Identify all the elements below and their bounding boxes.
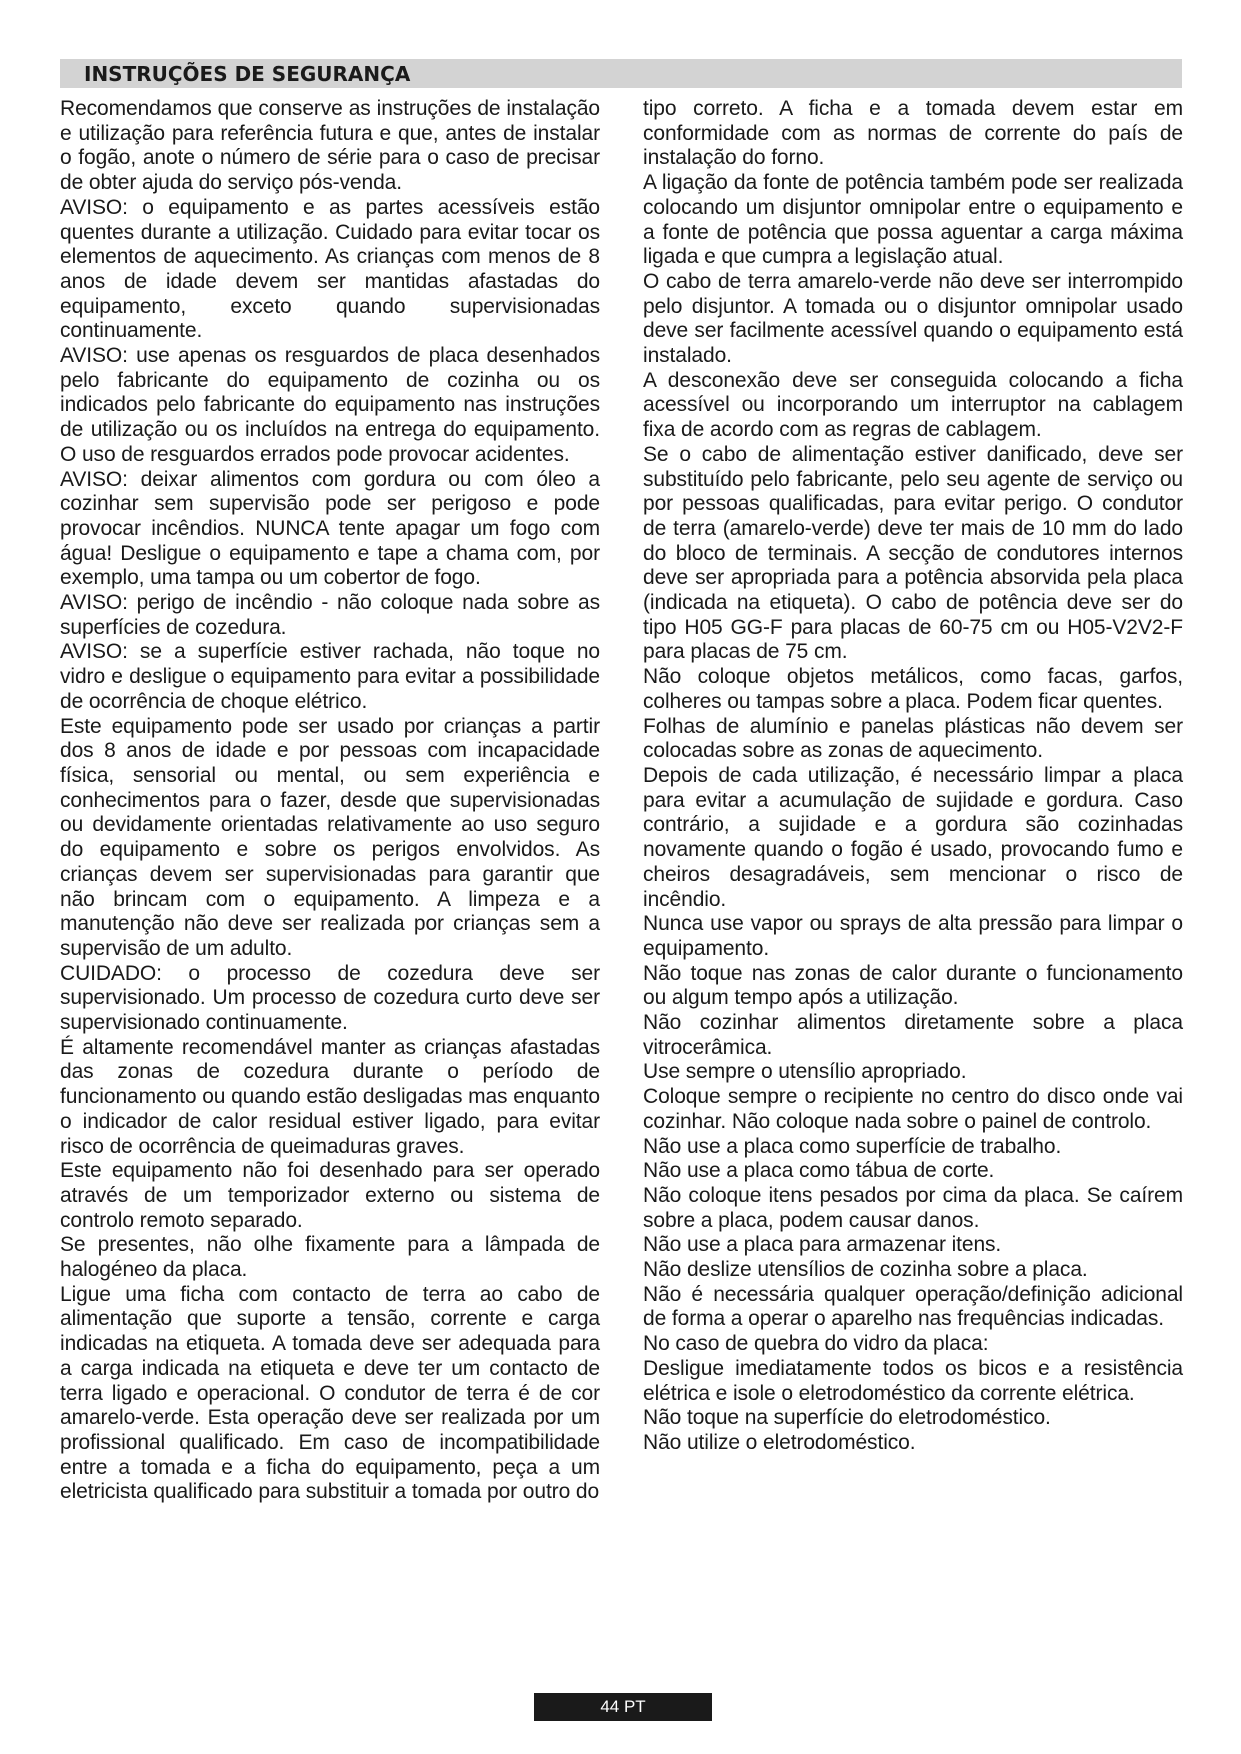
paragraph: Desligue imediatamente todos os bicos e a resistência elétrica e isole o eletrodoméstico da corrente elétrica. (643, 1356, 1183, 1405)
paragraph: AVISO: use apenas os resguardos de placa desenhados pelo fabricante do equipamento de cozinha ou os indicados pelo fabricante do equipamento nas instruções de utilização ou os incluídos na entrega do equipamento. O uso de resguardos errados pode provocar acidentes. (60, 344, 600, 466)
paragraph: Ligue uma ficha com contacto de terra ao cabo de alimentação que suporte a tensão, corrente e carga indicadas na etiqueta. A tomada deve ser adequada para a carga indicada na etiqueta e deve ter um contacto de terra ligado e operacional. O condutor de terra é de cor amarelo-verde. Esta operação deve ser realizada por um profissional qualificado. Em caso de incompatibilidade entre a tomada e a ficha do equipamento, peça a um eletricista qualificado para substituir a tomada por outro do (60, 1282, 600, 1504)
paragraph: AVISO: o equipamento e as partes acessíveis estão quentes durante a utilização. Cuidado para evitar tocar os elementos de aquecimento. As crianças com menos de 8 anos de idade devem ser mantidas afastadas do equipamento, exceto quando supervisionadas continuamente. (60, 195, 600, 343)
paragraph: Não coloque objetos metálicos, como facas, garfos, colheres ou tampas sobre a placa. Podem ficar quentes. (643, 665, 1183, 713)
paragraph: Este equipamento pode ser usado por crianças a partir dos 8 anos de idade e por pessoas com incapacidade física, sensorial ou mental, ou sem experiência e conhecimentos para o fazer, desde que supervisionadas ou devidamente orientadas relativamente ao uso seguro do equipamento e sobre os perigos envolvidos. As crianças devem ser supervisionadas para garantir que não brincam com o equipamento. A limpeza e a manutenção não deve ser realizada por crianças sem a supervisão de um adulto. (60, 714, 600, 960)
paragraph: Não cozinhar alimentos diretamente sobre a placa vitrocerâmica. (643, 1011, 1183, 1059)
paragraph: Este equipamento não foi desenhado para ser operado através de um temporizador externo ou sistema de controlo remoto separado. (60, 1159, 600, 1232)
paragraph: É altamente recomendável manter as crianças afastadas das zonas de cozedura durante o período de funcionamento ou quando estão desligadas mas enquanto o indicador de calor residual estiver ligado, para evitar risco de ocorrência de queimaduras graves. (60, 1035, 600, 1158)
paragraph: No caso de quebra do vidro da placa: (643, 1332, 989, 1356)
paragraph: CUIDADO: o processo de cozedura deve ser supervisionado. Um processo de cozedura curto deve ser supervisionado continuamente. (60, 961, 600, 1035)
paragraph: Use sempre o utensílio apropriado. (643, 1060, 967, 1084)
paragraph: Coloque sempre o recipiente no centro do disco onde vai cozinhar. Não coloque nada sobre o painel de controlo. (643, 1085, 1183, 1133)
section-title: INSTRUÇÕES DE SEGURANÇA (84, 62, 411, 86)
paragraph: Recomendamos que conserve as instruções de instalação e utilização para referência futura e que, antes de instalar o fogão, anote o número de série para o caso de precisar de obter ajuda do serviço pós-venda. (60, 97, 600, 195)
paragraph: Não toque nas zonas de calor durante o funcionamento ou algum tempo após a utilização. (643, 961, 1183, 1010)
paragraph: Não coloque itens pesados por cima da placa. Se caírem sobre a placa, podem causar danos. (643, 1183, 1183, 1232)
paragraph: AVISO: se a superfície estiver rachada, não toque no vidro e desligue o equipamento para evitar a possibilidade de ocorrência de choque elétrico. (60, 640, 600, 713)
paragraph: AVISO: deixar alimentos com gordura ou com óleo a cozinhar sem supervisão pode ser perigoso e pode provocar incêndios. NUNCA tente apagar um fogo com água! Desligue o equipamento e tape a chama com, por exemplo, uma tampa ou um cobertor de fogo. (60, 467, 600, 590)
section-header-bar (60, 59, 1182, 88)
paragraph: Não use a placa como tábua de corte. (643, 1159, 995, 1183)
paragraph: A ligação da fonte de potência também pode ser realizada colocando um disjuntor omnipolar entre o equipamento e a fonte de potência que possa aguentar a carga máxima ligada e que cumpra a legislação atual. (643, 171, 1183, 269)
paragraph: Não toque na superfície do eletrodoméstico. (643, 1406, 1051, 1430)
page-number: 44 PT (534, 1693, 712, 1721)
paragraph: O cabo de terra amarelo-verde não deve ser interrompido pelo disjuntor. A tomada ou o disjuntor omnipolar usado deve ser facilmente acessível quando o equipamento está instalado. (643, 269, 1183, 368)
paragraph: Não use a placa para armazenar itens. (643, 1233, 1002, 1257)
paragraph: A desconexão deve ser conseguida colocando a ficha acessível ou incorporando um interruptor na cablagem fixa de acordo com as regras de cablagem. (643, 368, 1183, 442)
paragraph: Nunca use vapor ou sprays de alta pressão para limpar o equipamento. (643, 912, 1183, 960)
right-column (643, 97, 1183, 1456)
paragraph: Depois de cada utilização, é necessário limpar a placa para evitar a acumulação de sujidade e gordura. Caso contrário, a sujidade e a gordura são cozinhadas novamente quando o fogão é usado, provocando fumo e cheiros desagradáveis, sem mencionar o risco de incêndio. (643, 763, 1183, 911)
paragraph: Se o cabo de alimentação estiver danificado, deve ser substituído pelo fabricante, pelo seu agente de serviço ou por pessoas qualificadas, para evitar perigo. O condutor de terra (amarelo-verde) deve ter mais de 10 mm do lado do bloco de terminais. A secção de condutores internos deve ser apropriada para a potência absorvida pela placa (indicada na etiqueta). O cabo de potência deve ser do tipo H05 GG-F para placas de 60-75 cm ou H05-V2V2-F para placas de 75 cm. (643, 442, 1183, 664)
paragraph: Não use a placa como superfície de trabalho. (643, 1134, 1062, 1158)
paragraph: Se presentes, não olhe fixamente para a lâmpada de halogéneo da placa. (60, 1233, 600, 1282)
paragraph: Folhas de alumínio e panelas plásticas não devem ser colocadas sobre as zonas de aquecimento. (643, 714, 1183, 763)
paragraph: tipo correto. A ficha e a tomada devem estar em conformidade com as normas de corrente do país de instalação do forno. (643, 97, 1183, 170)
paragraph: Não deslize utensílios de cozinha sobre a placa. (643, 1258, 1088, 1282)
paragraph: Não é necessária qualquer operação/definição adicional de forma a operar o aparelho nas frequências indicadas. (643, 1282, 1183, 1331)
paragraph: Não utilize o eletrodoméstico. (643, 1430, 916, 1454)
left-column (60, 97, 600, 1505)
paragraph: AVISO: perigo de incêndio - não coloque nada sobre as superfícies de cozedura. (60, 591, 600, 639)
